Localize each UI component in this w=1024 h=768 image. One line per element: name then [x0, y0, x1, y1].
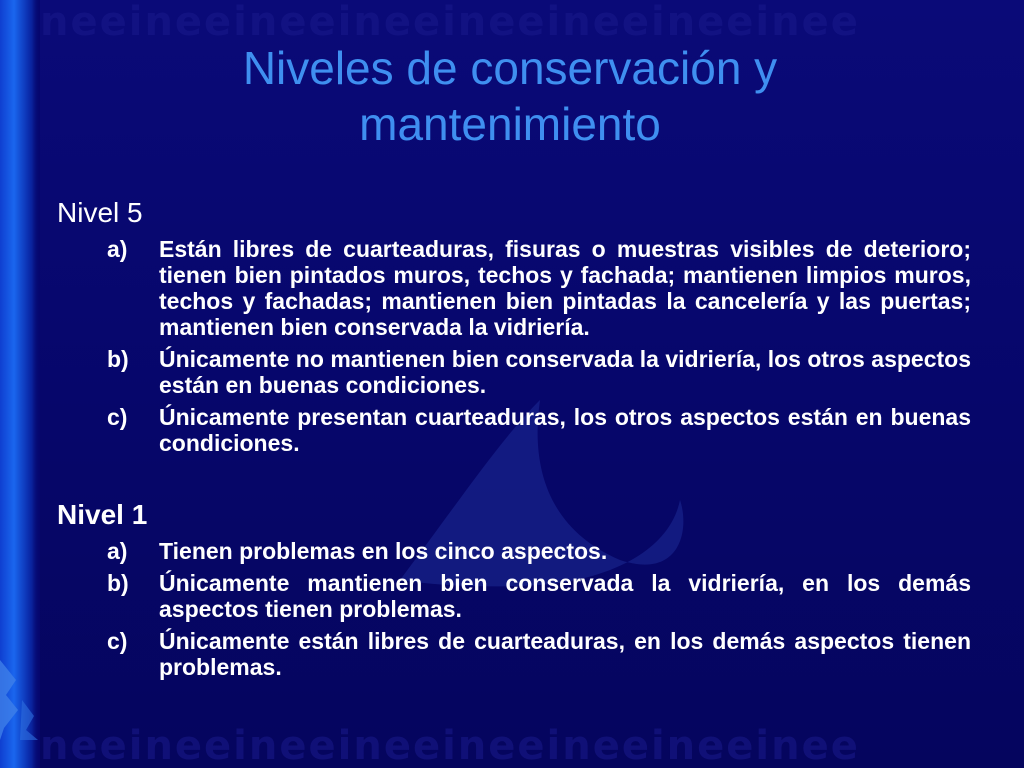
item-marker: c) — [107, 404, 128, 430]
item-marker: a) — [107, 236, 128, 262]
list-item — [57, 570, 971, 622]
item-text: Únicamente presentan cuarteaduras, los otros aspectos están en buenas condiciones. — [159, 404, 971, 456]
corner-decoration-graphic — [0, 640, 40, 740]
item-marker: b) — [107, 570, 129, 596]
item-text: Están libres de cuarteaduras, fisuras o muestras visibles de deterioro; tienen bien pintados muros, techos y fachada; mantienen limpios muros, techos y fachadas; mantienen bien pintadas la cancelería y las puertas; mantienen bien conservada la vidriería. — [159, 236, 971, 340]
slide-title: Niveles de conservación y mantenimiento — [242, 42, 778, 150]
slide-body — [57, 196, 971, 680]
watermark-pattern-top: neeineeineeineeineeineeineeinee — [40, 0, 860, 44]
item-text: Únicamente no mantienen bien conservada la vidriería, los otros aspectos están en buenas condiciones. — [159, 346, 971, 398]
list-item — [57, 628, 971, 680]
item-text: Tienen problemas en los cinco aspectos. — [159, 538, 608, 564]
item-marker: c) — [107, 628, 128, 654]
list-item — [57, 404, 971, 456]
level-1-item-list — [57, 538, 971, 680]
level-heading-nivel-1: Nivel 1 — [57, 499, 148, 530]
list-item — [57, 236, 971, 340]
level-heading-nivel-5: Nivel 5 — [57, 197, 143, 228]
item-marker: b) — [107, 346, 129, 372]
item-text: Únicamente están libres de cuarteaduras, en los demás aspectos tienen problemas. — [159, 628, 971, 680]
level-5-item-list — [57, 236, 971, 456]
list-item — [57, 346, 971, 398]
item-marker: a) — [107, 538, 128, 564]
watermark-pattern-bottom: neeineeineeineeineeineeineeinee — [40, 724, 860, 768]
list-item — [57, 538, 971, 564]
level-spacer — [57, 456, 971, 498]
item-text: Únicamente mantienen bien conservada la vidriería, en los demás aspectos tienen problemas. — [159, 570, 971, 622]
